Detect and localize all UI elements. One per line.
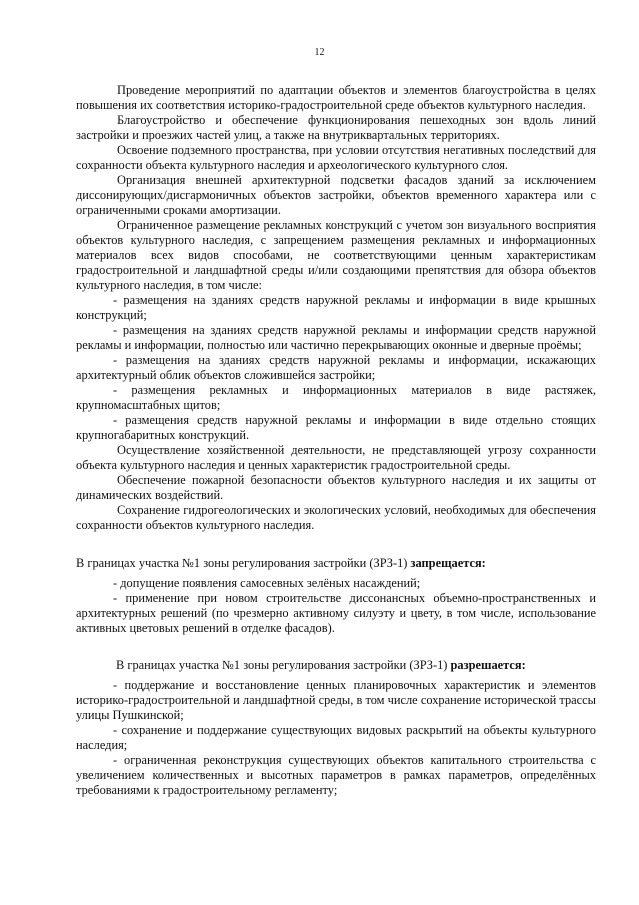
- page-number: 12: [314, 47, 325, 58]
- paragraph: Организация внешней архитектурной подсветки фасадов зданий за исключением диссонирующих/дисгармоничных объектов застройки, объектов временного характера или с ограниченными сроками амортизации.: [76, 173, 596, 217]
- heading-keyword: запрещается:: [410, 556, 486, 570]
- list-item: - ограниченная реконструкция существующих объектов капитального строительства с увеличением количественных и высотных параметров в рамках параметров, определённых требованиями к градостроительному регламенту;: [76, 753, 596, 797]
- section-heading-prohibited: [76, 556, 596, 571]
- list-item: - размещения средств наружной рекламы и информации в виде отдельно стоящих крупногабаритных конструкций.: [76, 413, 596, 442]
- list-item: - размещения на зданиях средств наружной рекламы и информации средств наружной рекламы и информации, полностью или частично перекрывающих оконные и дверные проёмы;: [76, 323, 596, 352]
- paragraph: Сохранение гидрогеологических и экологических условий, необходимых для обеспечения сохранности объектов культурного наследия.: [76, 503, 596, 532]
- list-item: - допущение появления самосевных зелёных насаждений;: [113, 576, 421, 590]
- heading-text: В границах участка №1 зоны регулирования застройки (ЗРЗ-1): [76, 556, 411, 570]
- paragraph: Благоустройство и обеспечение функционирования пешеходных зон вдоль линий застройки и проезжих частей улиц, а также на внутриквартальных территориях.: [76, 113, 596, 142]
- list-item: - размещения на зданиях средств наружной рекламы и информации в виде крышных конструкций;: [76, 293, 596, 322]
- document-body: [76, 83, 596, 798]
- list-item: - сохранение и поддержание существующих видовых раскрытий на объекты культурного наследия;: [76, 723, 596, 752]
- heading-keyword: разрешается:: [450, 658, 526, 672]
- paragraph: Освоение подземного пространства, при условии отсутствия негативных последствий для сохранности объекта культурного наследия и археологического культурного слоя.: [76, 143, 596, 172]
- list-item: - размещения на зданиях средств наружной рекламы и информации, искажающих архитектурный облик объектов сложившейся застройки;: [76, 353, 596, 382]
- section-heading-allowed: [76, 658, 596, 673]
- paragraph: Ограниченное размещение рекламных конструкций с учетом зон визуального восприятия объектов культурного наследия, с запрещением размещения рекламных и информационных материалов всех видов способами, не соответствующими ценным характеристикам градостроительной и ландшафтной среды и/или создающими препятствия для обзора объектов культурного наследия, в том числе:: [76, 218, 596, 292]
- paragraph: Осуществление хозяйственной деятельности, не представляющей угрозу сохранности объекта культурного наследия и ценных характеристик градостроительной среды.: [76, 443, 596, 472]
- paragraph: Обеспечение пожарной безопасности объектов культурного наследия и их защиты от динамических воздействий.: [76, 473, 596, 502]
- heading-text: В границах участка №1 зоны регулирования застройки (ЗРЗ-1): [116, 658, 451, 672]
- list-item: - применение при новом строительстве диссонансных объемно-пространственных и архитектурных решений (по чрезмерно активному силуэту и цвету, в том числе, использование активных цветовых решений в отделке фасадов).: [76, 591, 596, 635]
- list-item: - размещения рекламных и информационных материалов в виде растяжек, крупномасштабных щитов;: [76, 383, 596, 412]
- paragraph: Проведение мероприятий по адаптации объектов и элементов благоустройства в целях повышения их соответствия историко-градостроительной среде объектов культурного наследия.: [76, 83, 596, 112]
- list-item: - поддержание и восстановление ценных планировочных характеристик и элементов историко-градостроительной и ландшафтной среды, в том числе сохранение исторической трассы улицы Пушкинской;: [76, 678, 596, 722]
